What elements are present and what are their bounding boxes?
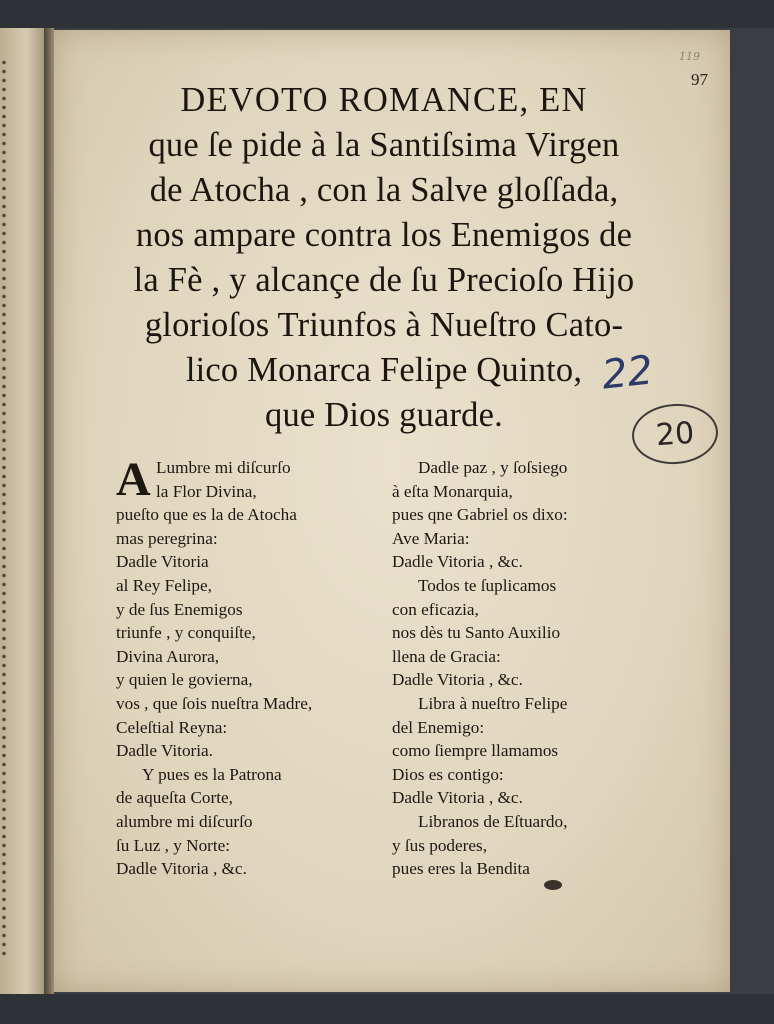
verse-line: como ſiempre llamamos (392, 741, 559, 761)
pencil-annotation: 119 (679, 50, 700, 63)
verse-line: pueſto que es la de Atocha (116, 505, 297, 525)
verse-line: alumbre mi diſcurſo (116, 811, 253, 831)
title-line: la Fè , y alcançe de ſu Precioſo Hijo (133, 261, 635, 299)
facing-page-edge (0, 28, 46, 994)
verse-line: de aqueſta Corte, (116, 788, 233, 808)
verse-line: Lumbre mi diſcurſo (156, 458, 291, 477)
verse-line: al Rey Felipe, (116, 575, 212, 595)
verse-line: ſu Luz , y Norte: (116, 835, 231, 855)
verse-line: Dadle Vitoria , &c. (392, 670, 523, 690)
verse-line: Dadle Vitoria , &c. (392, 552, 523, 572)
verse-line: Y pues es la Patrona (142, 764, 282, 784)
verse-line: à eſta Monarquia, (392, 481, 513, 501)
verse-line: Libra à nueſtro Felipe (418, 693, 568, 713)
handwritten-number: 22 (599, 347, 656, 399)
title-line: que Dios guarde. (265, 396, 503, 434)
verse-line: pues qne Gabriel os dixo: (392, 505, 568, 525)
verse-line: Dadle Vitoria , &c. (116, 859, 247, 879)
verse-line: triunfe , y conquiſte, (116, 623, 256, 643)
verse-line: llena de Gracia: (392, 646, 501, 666)
verse-line: Dadle paz , y ſoſsiego (418, 458, 568, 477)
verse-line: Dadle Vitoria (116, 552, 209, 572)
verse-line: y de ſus Enemigos (116, 599, 243, 619)
title-line: DEVOTO ROMANCE, EN (180, 81, 588, 119)
left-verse-column (116, 453, 386, 881)
verse-line: Ave Maria: (392, 528, 470, 548)
verse-line: y ſus poderes, (392, 835, 487, 855)
ink-smudge (544, 880, 562, 890)
page-number: 97 (691, 70, 708, 89)
verse-line: nos dès tu Santo Auxilio (392, 623, 561, 643)
verse-line: Dios es contigo: (392, 764, 504, 784)
verse-line: la Flor Divina, (156, 481, 257, 501)
scanner-background-bottom (0, 994, 774, 1024)
verse-line: Todos te ſuplicamos (418, 575, 557, 595)
title-line: glorioſos Triunfos à Nueſtro Cato- (144, 306, 624, 344)
page-title (84, 78, 684, 438)
verse-line: Celeſtial Reyna: (116, 717, 228, 737)
document-page (54, 30, 730, 992)
right-verse-column (392, 456, 672, 881)
circled-number-text: 20 (654, 415, 696, 453)
book-gutter (44, 28, 54, 994)
title-line: de Atocha , con la Salve gloſſada, (149, 171, 619, 209)
verse-line: con eficazia, (392, 599, 479, 619)
verse-line: vos , que ſois nueſtra Madre, (116, 693, 313, 713)
title-line: que ſe pide à la Santiſsima Virgen (148, 126, 620, 164)
title-line: nos ampare contra los Enemigos de (135, 216, 633, 254)
verse-line: Dadle Vitoria , &c. (392, 788, 523, 808)
verse-line: mas peregrina: (116, 528, 218, 548)
verse-line: del Enemigo: (392, 717, 485, 737)
verse-line: pues eres la Bendita (392, 859, 530, 879)
ornament-border (0, 58, 10, 958)
verse-line: y quien le govierna, (116, 670, 253, 690)
verse-line: Dadle Vitoria. (116, 741, 213, 761)
title-line: lico Monarca Felipe Quinto, (185, 351, 583, 389)
scanner-background-top (0, 0, 774, 28)
verse-line: Divina Aurora, (116, 646, 220, 666)
drop-cap: A (116, 453, 151, 506)
verse-line: Libranos de Eſtuardo, (418, 811, 568, 831)
